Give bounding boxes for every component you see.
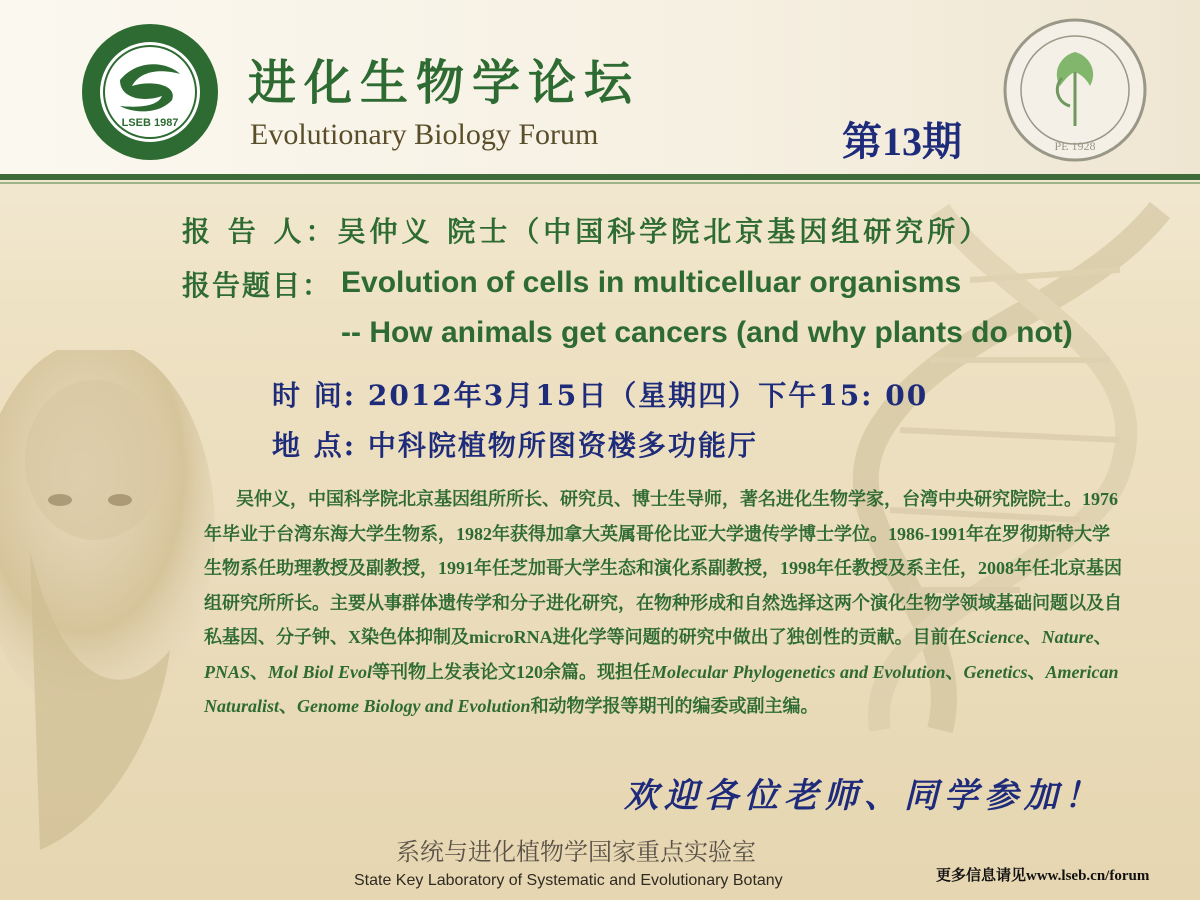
bio-sep: 、 <box>1093 627 1112 647</box>
more-info-link[interactable]: 更多信息请见www.lseb.cn/forum <box>936 868 1150 884</box>
bio-text-2: 等刊物上发表论文120余篇。现担任 <box>372 661 652 682</box>
speaker-bio <box>204 482 1124 724</box>
darwin-portrait <box>0 350 230 870</box>
lab-name-cn: 系统与进化植物学国家重点实验室 <box>396 838 756 866</box>
event-place: 地 点: 中科院植物所图资楼多功能厅 <box>272 429 758 462</box>
bio-sep: 、 <box>1023 627 1042 647</box>
bio-text-3: 和动物学报等期刊的编委或副主编。 <box>530 696 819 716</box>
journal-mpe: Molecular Phylogenetics and Evolution <box>651 661 946 682</box>
header-divider-thin <box>0 182 1200 184</box>
issue-number: 第13期 <box>842 119 962 164</box>
journal-gbe: Genome Biology and Evolution <box>297 696 531 716</box>
bio-sep: 、 <box>1027 661 1046 682</box>
journal-am-nat: American Naturalist <box>204 661 1119 716</box>
journal-genetics: Genetics <box>963 661 1028 682</box>
topic-line-2: -- How animals get cancers (and why plants do not) <box>341 316 1073 349</box>
logo-year-text: LSEB 1987 <box>121 117 179 129</box>
bio-sep: 、 <box>250 661 269 682</box>
bio-sep: 、 <box>945 661 964 682</box>
header-divider <box>0 174 1200 180</box>
herbarium-seal <box>1000 16 1150 164</box>
journal-pnas: PNAS <box>204 661 251 682</box>
topic-label: 报告题目： <box>182 269 333 302</box>
bio-sep: 、 <box>279 696 298 716</box>
journal-nature: Nature <box>1041 627 1094 647</box>
journal-mbe: Mol Biol Evol <box>268 661 373 682</box>
event-time: 时 间: 2012年3月15日（星期四）下午15: 00 <box>272 379 929 412</box>
lab-name-en: State Key Laboratory of Systematic and Evolutionary Botany <box>354 872 783 889</box>
forum-title-cn: 进化生物学论坛 <box>248 55 641 111</box>
journal-science: Science <box>966 627 1024 647</box>
topic-line-1: Evolution of cells in multicelluar organisms <box>341 266 962 299</box>
welcome-message: 欢迎各位老师、同学参加！ <box>624 776 1104 816</box>
forum-title-en: Evolutionary Biology Forum <box>250 118 599 151</box>
svg-text:PE 1928: PE 1928 <box>1054 139 1096 153</box>
speaker-line: 报 告 人：吴仲义 院士（中国科学院北京基因组研究所） <box>182 215 992 248</box>
bio-text-1: 吴仲义，中国科学院北京基因组所所长、研究员、博士生导师，著名进化生物学家，台湾中央研究院院士。1976年毕业于台湾东海大学生物系，1982年获得加拿大英属哥伦比亚大学遗传学博士学位。1986-1991年在罗彻斯特大学生物系任助理教授及副教授，1991年任芝加哥大学生态和演化系副教授，1998年任教授及系主任，2008年任北京基因组研究所所长。主要从事群体遗传学和分子进化研究，在物种形成和自然选择这两个演化生物学领域基础问题以及自私基因、分子钟、X染色体抑制及microRNA进化学等问题的研究中做出了独创性的贡献。目前在 <box>204 489 1122 647</box>
lseb-logo <box>80 22 220 162</box>
